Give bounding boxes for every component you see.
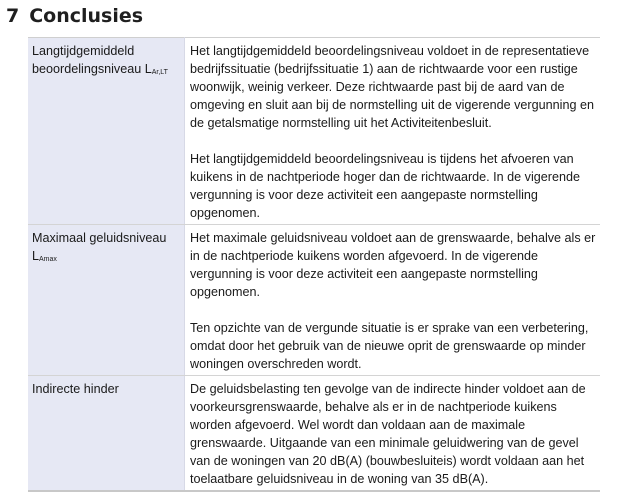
row-content-cell bbox=[185, 38, 601, 225]
row-content-cell bbox=[185, 225, 601, 376]
row-label: Maximaal geluidsniveau L bbox=[32, 231, 167, 263]
row-label-cell bbox=[28, 376, 185, 492]
row-paragraph: Het maximale geluidsniveau voldoet aan de grenswaarde, behalve als er in de nachtperiode kuikens worden afgevoerd. In de vigerende vergunning is voor deze activiteit een aangepaste normstelling opgenomen. bbox=[190, 231, 596, 299]
table-row bbox=[28, 225, 600, 376]
row-label: Indirecte hinder bbox=[32, 382, 119, 396]
row-paragraph: De geluidsbelasting ten gevolge van de indirecte hinder voldoet aan de voorkeursgrenswaarde, behalve als er in de nachtperiode kuikens worden afgevoerd. Wel wordt dan voldaan aan de maximale grenswaarde. Uitgaande van een minimale geluidwering van de gevel van de woningen van 20 dB(A) (bouwbesluiteis) wordt voldaan aan het toelaatbare geluidsniveau in de woning van 35 dB(A). bbox=[190, 382, 586, 486]
row-label-subscript: Amax bbox=[39, 256, 57, 263]
row-paragraph: Het langtijdgemiddeld beoordelingsniveau is tijdens het afvoeren van kuikens in de nachtperiode hoger dan de richtwaarde. In de vigerende vergunning is voor deze activiteit een aangepaste normstelling opgenomen. bbox=[190, 152, 580, 220]
row-paragraph: Ten opzichte van de vergunde situatie is er sprake van een verbetering, omdat door het gebruik van de nieuwe oprit de grenswaarde op minder woningen overschreden wordt. bbox=[190, 321, 589, 371]
table-row bbox=[28, 38, 600, 225]
section-title: Conclusies bbox=[29, 5, 144, 27]
row-label-cell bbox=[28, 225, 185, 376]
row-content-cell bbox=[185, 376, 601, 492]
table-row bbox=[28, 376, 600, 492]
row-paragraph: Het langtijdgemiddeld beoordelingsniveau voldoet in de representatieve bedrijfssituatie (bedrijfssituatie 1) aan de richtwaarde voor een rustige woonwijk, weinig verkeer. Deze richtwaarde past bij de aard van de omgeving en sluit aan bij de normstelling uit de vigerende vergunning en de getalsmatige normstelling uit het Activiteitenbesluit. bbox=[190, 44, 594, 130]
row-label-subscript: Ar,LT bbox=[151, 69, 168, 76]
section-number: 7 bbox=[6, 5, 20, 27]
row-label: Langtijdgemiddeld beoordelingsniveau L bbox=[32, 44, 152, 76]
row-label-cell bbox=[28, 38, 185, 225]
conclusions-table bbox=[28, 37, 600, 492]
section-heading bbox=[6, 2, 143, 30]
